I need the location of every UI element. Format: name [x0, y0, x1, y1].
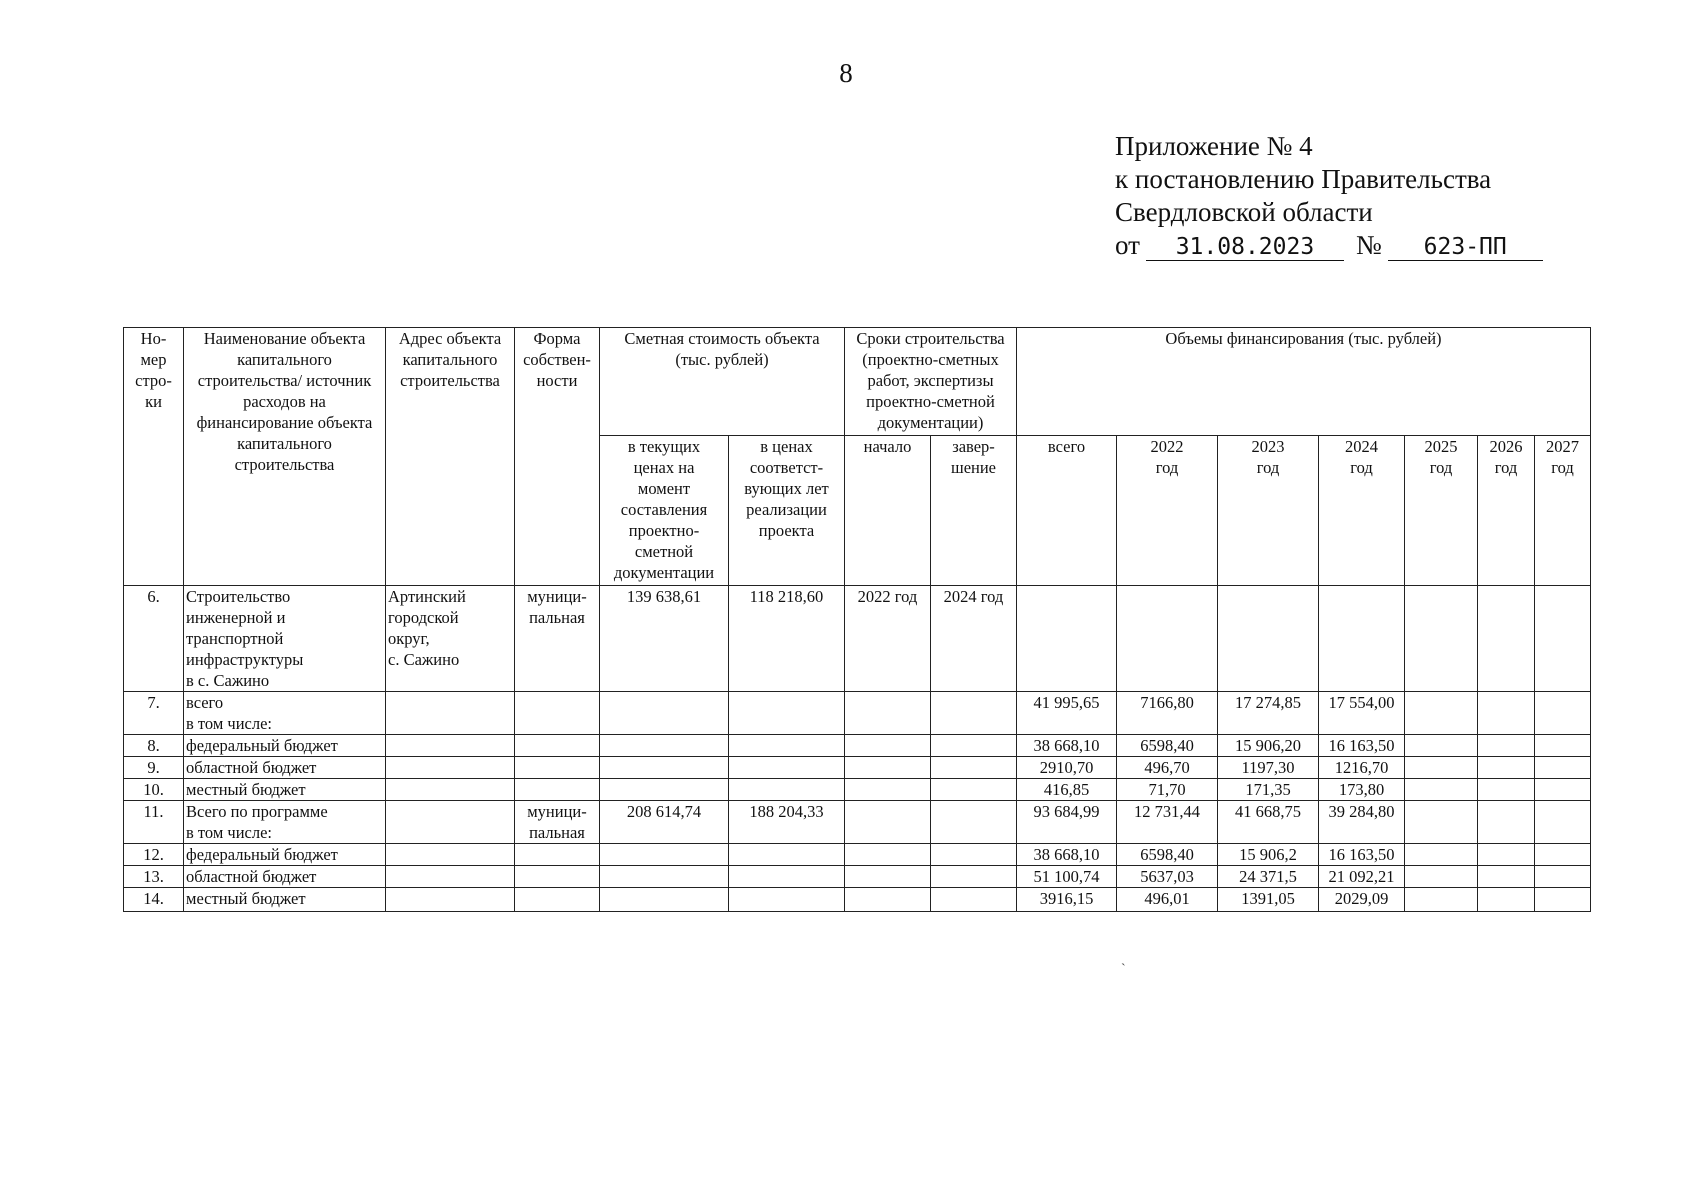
- cell-amount-2026: [1478, 866, 1535, 888]
- cell-end: [931, 757, 1017, 779]
- table-row: [124, 757, 1591, 779]
- cell-amount-2027: [1535, 779, 1591, 801]
- cell-amount-2024: 1216,70: [1319, 757, 1405, 779]
- cell-ownership: муници- пальная: [515, 801, 600, 844]
- cell-end: [931, 888, 1017, 912]
- cell-amount-2022: 12 731,44: [1117, 801, 1218, 844]
- cell-amount-2025: [1405, 844, 1478, 866]
- cell-amount-2027: [1535, 844, 1591, 866]
- cell-amount-2027: [1535, 692, 1591, 735]
- table-row: [124, 692, 1591, 735]
- cell-total: 3916,15: [1017, 888, 1117, 912]
- cell-amount-2024: 17 554,00: [1319, 692, 1405, 735]
- cell-cost-current: [600, 757, 729, 779]
- page-number: 8: [839, 58, 853, 88]
- cell-cost-current: [600, 692, 729, 735]
- resolution-number: 623-ПП: [1388, 234, 1543, 261]
- cell-amount-2026: [1478, 586, 1535, 692]
- header-address: Адрес объекта капитального строительства: [386, 328, 515, 586]
- cell-amount-2022: 7166,80: [1117, 692, 1218, 735]
- cell-object-name: федеральный бюджет: [184, 735, 386, 757]
- cell-cost-current: 208 614,74: [600, 801, 729, 844]
- cell-address: [386, 844, 515, 866]
- cell-amount-2024: [1319, 586, 1405, 692]
- cell-object-name: Всего по программе в том числе:: [184, 801, 386, 844]
- cell-amount-2022: [1117, 586, 1218, 692]
- cell-cost-current: [600, 888, 729, 912]
- cell-row-number: 12.: [124, 844, 184, 866]
- table-row: [124, 844, 1591, 866]
- header-estimated-cost: Сметная стоимость объекта (тыс. рублей): [600, 328, 845, 436]
- table-row: [124, 586, 1591, 692]
- cell-cost-years: [729, 888, 845, 912]
- cell-ownership: [515, 735, 600, 757]
- cell-address: [386, 757, 515, 779]
- cell-row-number: 7.: [124, 692, 184, 735]
- cell-end: [931, 866, 1017, 888]
- cell-end: [931, 692, 1017, 735]
- cell-address: [386, 735, 515, 757]
- cell-ownership: [515, 779, 600, 801]
- cell-ownership: [515, 888, 600, 912]
- cell-cost-years: [729, 844, 845, 866]
- header-2023: 2023 год: [1218, 436, 1319, 586]
- cell-amount-2024: 173,80: [1319, 779, 1405, 801]
- cell-total: 38 668,10: [1017, 735, 1117, 757]
- cell-total: [1017, 586, 1117, 692]
- cell-amount-2027: [1535, 586, 1591, 692]
- cell-amount-2025: [1405, 801, 1478, 844]
- cell-amount-2023: 1391,05: [1218, 888, 1319, 912]
- cell-row-number: 14.: [124, 888, 184, 912]
- cell-end: [931, 844, 1017, 866]
- cell-total: 38 668,10: [1017, 844, 1117, 866]
- cell-amount-2026: [1478, 779, 1535, 801]
- cell-cost-years: [729, 735, 845, 757]
- cell-row-number: 13.: [124, 866, 184, 888]
- cell-amount-2024: 21 092,21: [1319, 866, 1405, 888]
- cell-start: [845, 801, 931, 844]
- cell-amount-2025: [1405, 757, 1478, 779]
- cell-start: [845, 692, 931, 735]
- cell-start: [845, 844, 931, 866]
- header-cost-years: в ценах соответст- вующих лет реализации проекта: [729, 436, 845, 586]
- cell-object-name: местный бюджет: [184, 779, 386, 801]
- table-row: [124, 888, 1591, 912]
- cell-amount-2022: 496,70: [1117, 757, 1218, 779]
- cell-row-number: 10.: [124, 779, 184, 801]
- header-row-number: Но- мер стро- ки: [124, 328, 184, 586]
- cell-address: [386, 779, 515, 801]
- cell-amount-2026: [1478, 844, 1535, 866]
- cell-start: [845, 757, 931, 779]
- cell-cost-current: [600, 866, 729, 888]
- cell-cost-years: [729, 779, 845, 801]
- cell-end: [931, 735, 1017, 757]
- cell-end: 2024 год: [931, 586, 1017, 692]
- cell-start: 2022 год: [845, 586, 931, 692]
- header-2022: 2022 год: [1117, 436, 1218, 586]
- cell-ownership: муници- пальная: [515, 586, 600, 692]
- cell-amount-2025: [1405, 586, 1478, 692]
- cell-amount-2022: 6598,40: [1117, 844, 1218, 866]
- cell-cost-years: [729, 757, 845, 779]
- cell-address: [386, 866, 515, 888]
- cell-amount-2025: [1405, 779, 1478, 801]
- cell-row-number: 9.: [124, 757, 184, 779]
- cell-amount-2026: [1478, 888, 1535, 912]
- cell-cost-current: [600, 844, 729, 866]
- cell-amount-2026: [1478, 757, 1535, 779]
- cell-cost-current: 139 638,61: [600, 586, 729, 692]
- cell-ownership: [515, 757, 600, 779]
- table-row: [124, 866, 1591, 888]
- cell-row-number: 6.: [124, 586, 184, 692]
- cell-total: 51 100,74: [1017, 866, 1117, 888]
- header-cost-current: в текущих ценах на момент составления проектно- сметной документации: [600, 436, 729, 586]
- cell-total: 41 995,65: [1017, 692, 1117, 735]
- cell-address: [386, 692, 515, 735]
- cell-object-name: федеральный бюджет: [184, 844, 386, 866]
- header-2026: 2026 год: [1478, 436, 1535, 586]
- cell-amount-2027: [1535, 866, 1591, 888]
- cell-start: [845, 866, 931, 888]
- cell-end: [931, 801, 1017, 844]
- header-terms-start: начало: [845, 436, 931, 586]
- cell-amount-2025: [1405, 692, 1478, 735]
- cell-amount-2023: 15 906,20: [1218, 735, 1319, 757]
- header-2024: 2024 год: [1319, 436, 1405, 586]
- header-2025: 2025 год: [1405, 436, 1478, 586]
- header-ownership: Форма собствен- ности: [515, 328, 600, 586]
- header-total: всего: [1017, 436, 1117, 586]
- cell-amount-2027: [1535, 801, 1591, 844]
- cell-cost-current: [600, 735, 729, 757]
- appendix-header: [1115, 130, 1543, 262]
- header-construction-terms: Сроки строительства (проектно-сметных работ, экспертизы проектно-сметной документации): [845, 328, 1017, 436]
- cell-cost-years: [729, 692, 845, 735]
- cell-ownership: [515, 692, 600, 735]
- cell-amount-2022: 496,01: [1117, 888, 1218, 912]
- cell-object-name: областной бюджет: [184, 757, 386, 779]
- cell-amount-2023: [1218, 586, 1319, 692]
- resolution-date: 31.08.2023: [1146, 234, 1344, 261]
- cell-ownership: [515, 844, 600, 866]
- cell-amount-2023: 24 371,5: [1218, 866, 1319, 888]
- table-row: [124, 735, 1591, 757]
- cell-address: Артинский городской округ, с. Сажино: [386, 586, 515, 692]
- cell-start: [845, 735, 931, 757]
- cell-amount-2025: [1405, 866, 1478, 888]
- number-label: №: [1355, 230, 1382, 260]
- cell-amount-2022: 5637,03: [1117, 866, 1218, 888]
- cell-amount-2027: [1535, 735, 1591, 757]
- cell-object-name: всего в том числе:: [184, 692, 386, 735]
- cell-row-number: 8.: [124, 735, 184, 757]
- appendix-resolution-line: к постановлению Правительства: [1115, 164, 1492, 194]
- cell-amount-2024: 2029,09: [1319, 888, 1405, 912]
- cell-amount-2022: 6598,40: [1117, 735, 1218, 757]
- cell-ownership: [515, 866, 600, 888]
- cell-amount-2023: 15 906,2: [1218, 844, 1319, 866]
- cell-object-name: Строительство инженерной и транспортной инфраструктуры в с. Сажино: [184, 586, 386, 692]
- cell-amount-2027: [1535, 888, 1591, 912]
- from-label: от: [1115, 230, 1140, 260]
- cell-object-name: местный бюджет: [184, 888, 386, 912]
- cell-amount-2026: [1478, 692, 1535, 735]
- cell-amount-2024: 39 284,80: [1319, 801, 1405, 844]
- cell-start: [845, 888, 931, 912]
- header-financing-volumes: Объемы финансирования (тыс. рублей): [1017, 328, 1591, 436]
- cell-amount-2023: 17 274,85: [1218, 692, 1319, 735]
- cell-total: 93 684,99: [1017, 801, 1117, 844]
- cell-amount-2024: 16 163,50: [1319, 844, 1405, 866]
- appendix-region-line: Свердловской области: [1115, 197, 1373, 227]
- cell-amount-2023: 1197,30: [1218, 757, 1319, 779]
- header-object-name: Наименование объекта капитального строительства/ источник расходов на финансирование объекта капитального строительства: [184, 328, 386, 586]
- cell-total: 2910,70: [1017, 757, 1117, 779]
- header-2027: 2027 год: [1535, 436, 1591, 586]
- table-row: [124, 801, 1591, 844]
- cell-cost-years: 188 204,33: [729, 801, 845, 844]
- cell-address: [386, 888, 515, 912]
- cell-start: [845, 779, 931, 801]
- cell-amount-2025: [1405, 735, 1478, 757]
- header-terms-end: завер- шение: [931, 436, 1017, 586]
- cell-amount-2023: 171,35: [1218, 779, 1319, 801]
- cell-amount-2022: 71,70: [1117, 779, 1218, 801]
- cell-amount-2025: [1405, 888, 1478, 912]
- cell-amount-2026: [1478, 801, 1535, 844]
- cell-address: [386, 801, 515, 844]
- appendix-date-line: [1115, 229, 1543, 262]
- cell-amount-2024: 16 163,50: [1319, 735, 1405, 757]
- cell-cost-current: [600, 779, 729, 801]
- cell-object-name: областной бюджет: [184, 866, 386, 888]
- table-row: [124, 779, 1591, 801]
- cell-end: [931, 779, 1017, 801]
- cell-amount-2023: 41 668,75: [1218, 801, 1319, 844]
- financing-table: [123, 327, 1591, 912]
- cell-cost-years: 118 218,60: [729, 586, 845, 692]
- cell-total: 416,85: [1017, 779, 1117, 801]
- cell-amount-2027: [1535, 757, 1591, 779]
- cell-amount-2026: [1478, 735, 1535, 757]
- appendix-title: Приложение № 4: [1115, 131, 1313, 161]
- cell-cost-years: [729, 866, 845, 888]
- cell-row-number: 11.: [124, 801, 184, 844]
- scan-mark: `: [1121, 962, 1126, 977]
